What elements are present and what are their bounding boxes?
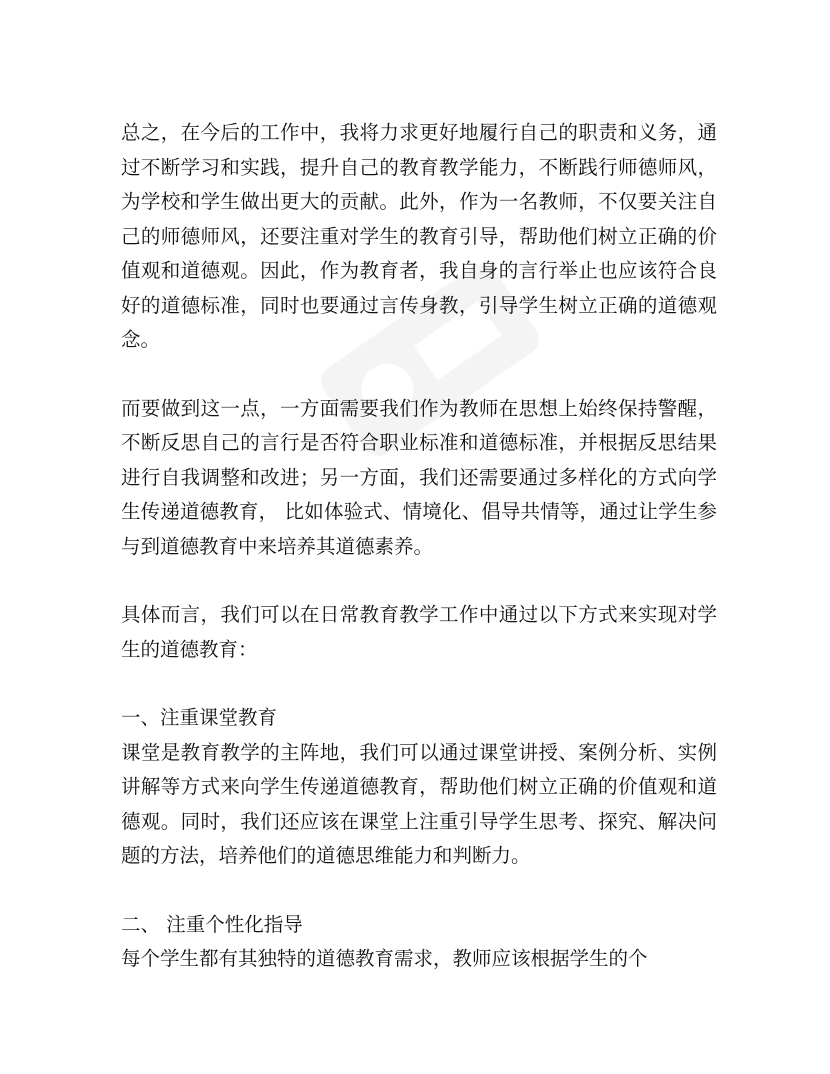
section-body: 课堂是教育教学的主阵地，我们可以通过课堂讲授、案例分析、实例讲解等方式来向学生传递道德教育，帮助他们树立正确的价值观和道德观。同时，我们还应该在课堂上注重引导学生思考、探究、解决问题的方法，培养他们的道德思维能力和判断力。 [121, 740, 717, 867]
paragraph-summary: 总之，在今后的工作中，我将力求更好地履行自己的职责和义务，通过不断学习和实践，提升自己的教育教学能力，不断践行师德师风，为学校和学生做出更大的贡献。此外，作为一名教师，不仅要关注自己的师德师风，还要注重对学生的教育引导，帮助他们树立正确的价值观和道德观。因此，作为教育者，我自身的言行举止也应该符合良好的道德标准，同时也要通过言传身教，引导学生树立正确的道德观念。 [121, 121, 717, 351]
section-heading: 一、注重课堂教育 [121, 706, 278, 729]
section-classroom-education [121, 701, 717, 874]
section-body: 每个学生都有其独特的道德教育需求，教师应该根据学生的个 [121, 947, 648, 970]
section-individual-guidance [121, 908, 717, 977]
paragraph-specifics: 具体而言，我们可以在日常教育教学工作中通过以下方式来实现对学生的道德教育： [121, 603, 717, 661]
document-body [121, 116, 717, 1011]
paragraph-approach: 而要做到这一点，一方面需要我们作为教师在思想上始终保持警醒，不断反思自己的言行是否符合职业标准和道德标准，并根据反思结果进行自我调整和改进；另一方面，我们还需要通过多样化的方式向学生传递道德教育， 比如体验式、情境化、倡导共情等，通过让学生参与到道德教育中来培养其道德素养。 [121, 396, 717, 558]
section-heading: 二、 注重个性化指导 [121, 912, 303, 936]
